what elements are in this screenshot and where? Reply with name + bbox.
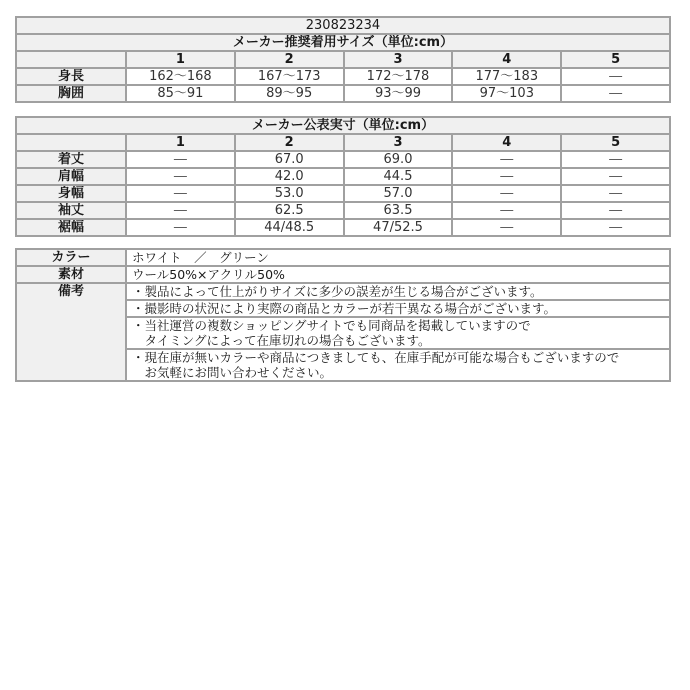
table-row (16, 202, 670, 219)
cell: 93～99 (344, 85, 453, 102)
note-line: お気軽にお問い合わせください。 (132, 365, 333, 380)
note-line: ・撮影時の状況により実際の商品とカラーが若干異なる場合がございます。 (132, 301, 557, 316)
cell: 85～91 (126, 85, 235, 102)
notes-label: 備考 (16, 283, 126, 381)
cell: ― (561, 85, 670, 102)
corner-cell (16, 51, 126, 68)
note-item (126, 300, 670, 317)
cell: ― (126, 185, 235, 202)
cell: ― (126, 219, 235, 236)
cell: 162～168 (126, 68, 235, 85)
color-label: カラー (16, 249, 126, 266)
cell: 172～178 (344, 68, 453, 85)
size-header: 5 (561, 134, 670, 151)
size-header: 5 (561, 51, 670, 68)
cell: ― (126, 168, 235, 185)
size-header: 1 (126, 134, 235, 151)
cell: ― (561, 151, 670, 168)
cell: ― (452, 151, 561, 168)
note-item (126, 283, 670, 300)
corner-cell (16, 134, 126, 151)
cell: 53.0 (235, 185, 344, 202)
size-header: 4 (452, 134, 561, 151)
measurements-table (15, 116, 671, 237)
cell: 97～103 (452, 85, 561, 102)
cell: ― (452, 168, 561, 185)
table-row (16, 85, 670, 102)
row-label-height: 身長 (16, 68, 126, 85)
size-header: 4 (452, 51, 561, 68)
table-row (16, 168, 670, 185)
table-row (16, 249, 670, 266)
row-label-hem: 裾幅 (16, 219, 126, 236)
cell: 69.0 (344, 151, 453, 168)
recommended-size-table (15, 16, 671, 103)
size-header: 3 (344, 51, 453, 68)
table-row (16, 219, 670, 236)
recommended-title: メーカー推奨着用サイズ（単位:cm） (16, 34, 670, 51)
cell: ― (126, 151, 235, 168)
cell: ― (561, 185, 670, 202)
cell: ― (126, 202, 235, 219)
material-label: 素材 (16, 266, 126, 283)
material-value: ウール50%×アクリル50% (126, 266, 670, 283)
size-header: 1 (126, 51, 235, 68)
cell: ― (561, 219, 670, 236)
note-line: タイミングによって在庫切れの場合もございます。 (132, 333, 431, 348)
table-row (16, 68, 670, 85)
note-line: ・製品によって仕上がりサイズに多少の誤差が生じる場合がございます。 (132, 284, 543, 299)
table-row (16, 283, 670, 300)
cell: 57.0 (344, 185, 453, 202)
product-code: 230823234 (16, 17, 670, 34)
note-item (126, 349, 670, 381)
cell: ― (452, 185, 561, 202)
cell: ― (452, 219, 561, 236)
cell: ― (561, 68, 670, 85)
row-label-length: 着丈 (16, 151, 126, 168)
note-line: ・現在庫が無いカラーや商品につきましても、在庫手配が可能な場合もございますので (132, 350, 620, 365)
row-label-chest: 胸囲 (16, 85, 126, 102)
table-row (16, 266, 670, 283)
cell: ― (561, 202, 670, 219)
size-header: 2 (235, 51, 344, 68)
row-label-shoulder: 肩幅 (16, 168, 126, 185)
product-details-table (15, 248, 671, 382)
cell: 44.5 (344, 168, 453, 185)
size-header: 3 (344, 134, 453, 151)
cell: 62.5 (235, 202, 344, 219)
cell: 89～95 (235, 85, 344, 102)
cell: 63.5 (344, 202, 453, 219)
cell: 44/48.5 (235, 219, 344, 236)
row-label-sleeve: 袖丈 (16, 202, 126, 219)
cell: ― (452, 202, 561, 219)
size-header: 2 (235, 134, 344, 151)
table-row (16, 185, 670, 202)
cell: 67.0 (235, 151, 344, 168)
cell: ― (561, 168, 670, 185)
note-item (126, 317, 670, 349)
cell: 47/52.5 (344, 219, 453, 236)
cell: 167～173 (235, 68, 344, 85)
note-line: ・当社運営の複数ショッピングサイトでも同商品を掲載していますので (132, 318, 531, 333)
row-label-body-width: 身幅 (16, 185, 126, 202)
cell: 177～183 (452, 68, 561, 85)
measurements-title: メーカー公表実寸（単位:cm） (16, 117, 670, 134)
table-row (16, 151, 670, 168)
cell: 42.0 (235, 168, 344, 185)
color-value: ホワイト ／ グリーン (126, 249, 670, 266)
